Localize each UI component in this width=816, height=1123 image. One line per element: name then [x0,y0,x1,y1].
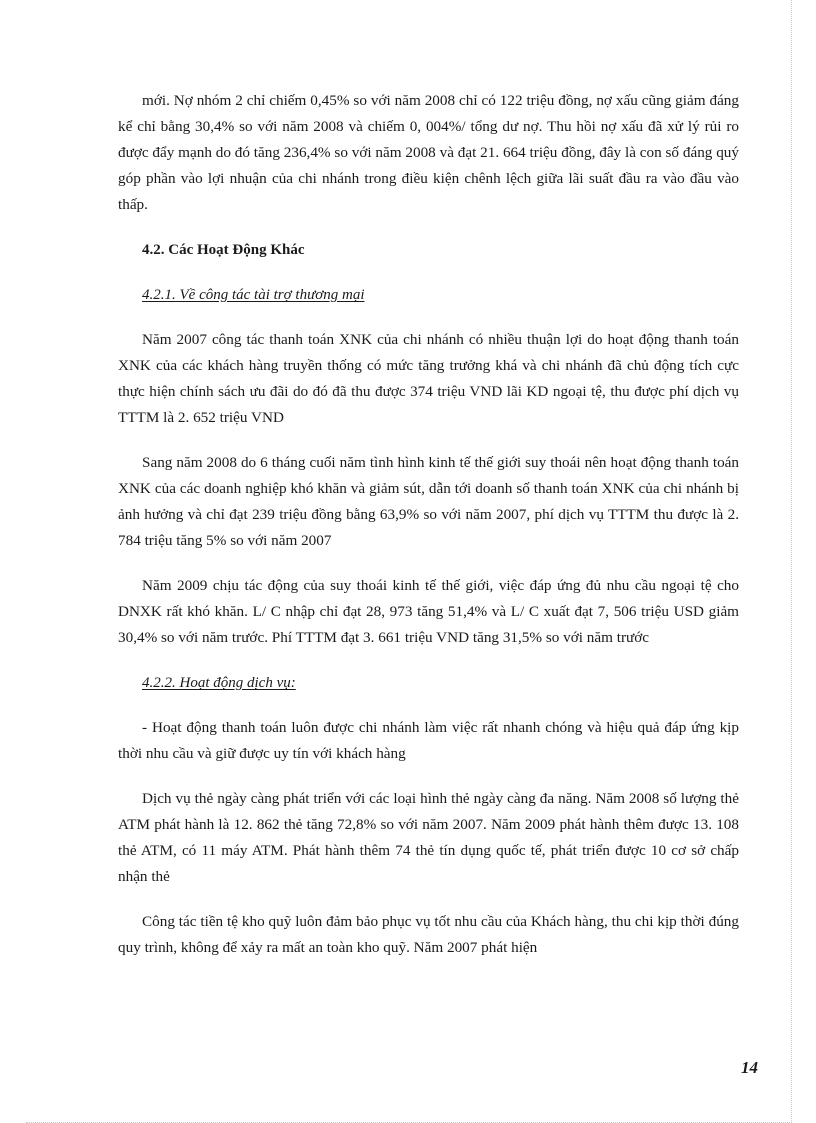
paragraph-card-services: Dịch vụ thẻ ngày càng phát triển với các loại hình thẻ ngày càng đa năng. Năm 2008 số lượng thẻ ATM phát hành là 12. 862 thẻ tăng 72,8% so với năm 2007. Năm 2009 phát hành thêm được 13. 108 thẻ ATM, có 11 máy ATM. Phát hành thêm 74 thẻ tín dụng quốc tế, phát triển được 10 cơ sở chấp nhận thẻ [118,790,739,885]
paragraph-2008-payments: Sang năm 2008 do 6 tháng cuối năm tình hình kinh tế thế giới suy thoái nên hoạt động thanh toán XNK của các doanh nghiệp khó khăn và giảm sút, dẫn tới doanh số thanh toán XNK của chi nhánh bị ảnh hưởng và chỉ đạt 239 triệu đồng bằng 63,9% so với năm 2007, phí dịch vụ TTTM thu được là 2. 784 triệu tăng 5% so với năm 2007 [118,454,739,549]
page-body [118,88,739,980]
paragraph-treasury: Công tác tiền tệ kho quỹ luôn đảm bảo phục vụ tốt nhu cầu của Khách hàng, thu chi kịp thời đúng quy trình, không để xảy ra mất an toàn kho quỹ. Năm 2007 phát hiện [118,913,739,956]
paragraph-2009-payments: Năm 2009 chịu tác động của suy thoái kinh tế thế giới, việc đáp ứng đủ nhu cầu ngoại tệ cho DNXK rất khó khăn. L/ C nhập chỉ đạt 28, 973 tăng 51,4% và L/ C xuất đạt 7, 506 triệu USD giảm 30,4% so với năm trước. Phí TTTM đạt 3. 661 triệu VND tăng 31,5% so với năm trước [118,577,739,646]
page-edge-right [791,0,792,1123]
paragraph-payment-activity: - Hoạt động thanh toán luôn được chi nhánh làm việc rất nhanh chóng và hiệu quả đáp ứng kịp thời nhu cầu và giữ được uy tín với khách hàng [118,719,739,762]
page-number: 14 [741,1058,758,1077]
paragraph-2007-payments: Năm 2007 công tác thanh toán XNK của chi nhánh có nhiều thuận lợi do hoạt động thanh toán XNK của các khách hàng truyền thống có mức tăng trưởng khá và chi nhánh đã chủ động tích cực thực hiện chính sách ưu đãi do đó đã thu được 374 triệu VND lãi KD ngoại tệ, thu được phí dịch vụ TTTM là 2. 652 triệu VND [118,331,739,426]
section-heading: 4.2. Các Hoạt Động Khác [142,242,305,258]
paragraph-bad-debt: mới. Nợ nhóm 2 chỉ chiếm 0,45% so với năm 2008 chỉ có 122 triệu đồng, nợ xấu cũng giảm đáng kể chỉ bằng 30,4% so với năm 2008 và chiếm 0, 004%/ tổng dư nợ. Thu hồi nợ xấu đã xử lý rủi ro được đẩy mạnh do đó tăng 236,4% so với năm 2008 và đạt 21. 664 triệu đồng, đây là con số đáng quý góp phần vào lợi nhuận của chi nhánh trong điều kiện chênh lệch giữa lãi suất đầu ra vào đầu vào thấp. [118,92,739,213]
subsection-heading-services: 4.2.2. Hoạt động dịch vụ: [142,675,296,691]
subsection-heading-trade-finance: 4.2.1. Về công tác tài trợ thương mại [142,287,365,303]
